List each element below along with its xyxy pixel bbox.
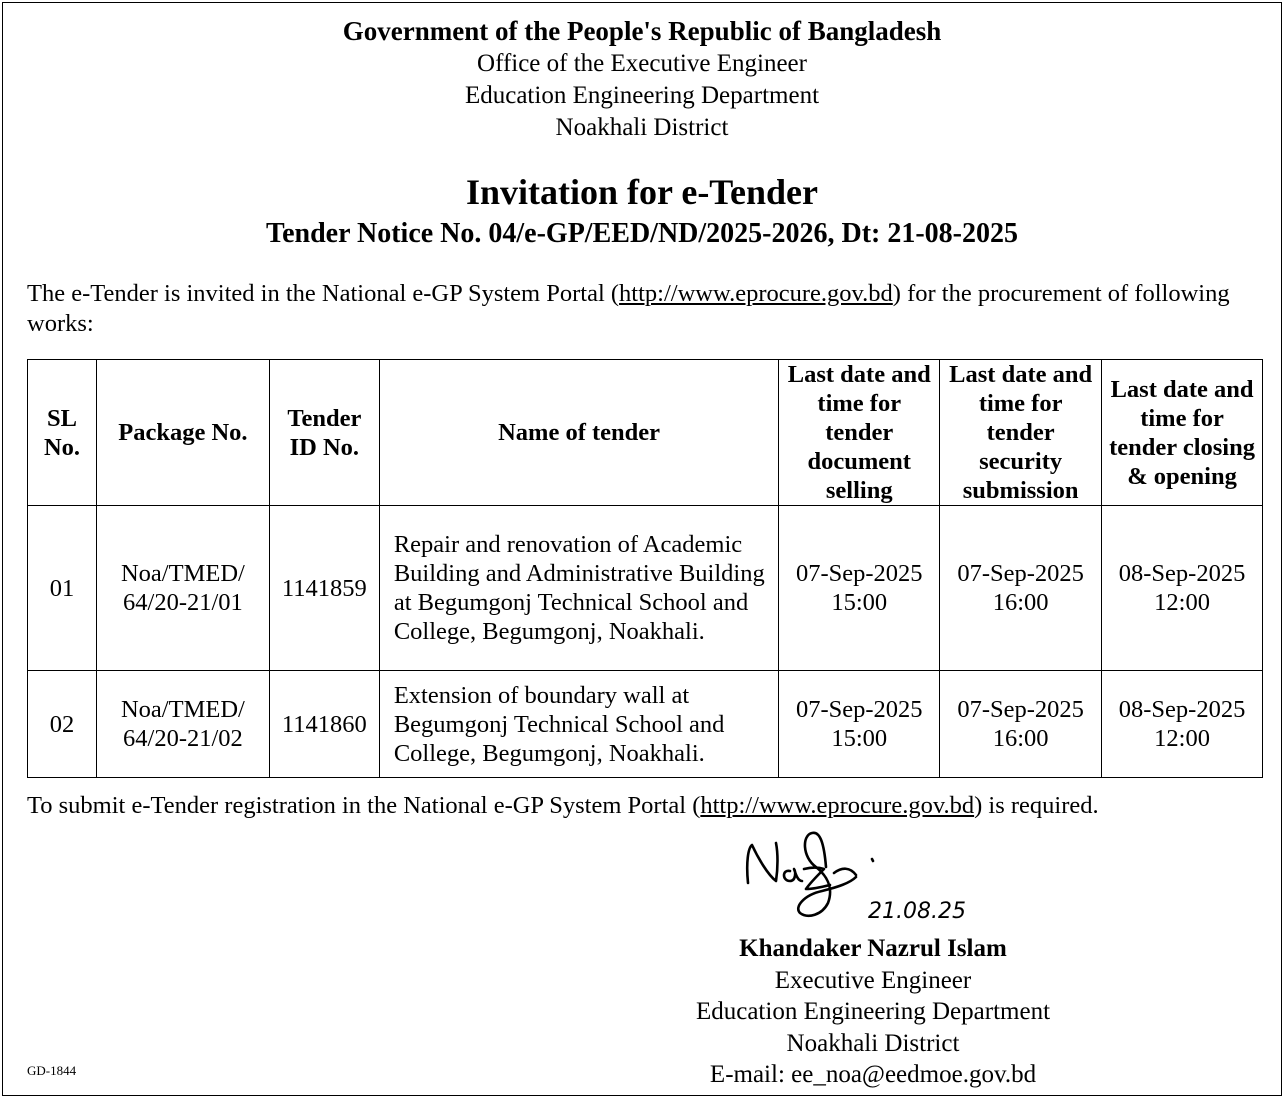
signer-department: Education Engineering Department xyxy=(695,998,1051,1025)
header-tender-id: Tender ID No. xyxy=(269,360,379,506)
cell-closing xyxy=(1102,506,1263,671)
district-line: Noakhali District xyxy=(555,114,729,141)
notice-number: Tender Notice No. 04/e-GP/EED/ND/2025-2026, Dt: 21-08-2025 xyxy=(265,218,1019,249)
closing-date: 08-Sep-2025 xyxy=(1118,560,1246,587)
signer-name: Khandaker Nazrul Islam xyxy=(739,935,1007,962)
security-time: 16:00 xyxy=(992,725,1049,752)
cell-tender-id: 1141860 xyxy=(269,671,379,778)
office-line: Office of the Executive Engineer xyxy=(477,50,807,77)
intro-text-end: ) for the procurement of following works: xyxy=(27,280,1230,337)
cell-selling xyxy=(779,671,940,778)
closing-time: 12:00 xyxy=(1154,725,1210,752)
header-sl: SL No. xyxy=(28,360,97,506)
department-line: Education Engineering Department xyxy=(464,82,820,109)
signer-district: Noakhali District xyxy=(786,1029,960,1057)
selling-date: 07-Sep-2025 xyxy=(795,696,923,723)
table-header-row xyxy=(28,360,1263,506)
closing-time: 12:00 xyxy=(1154,589,1210,616)
security-time: 16:00 xyxy=(992,589,1049,616)
cell-selling xyxy=(779,506,940,671)
header-security: Last date and time for tender security submission xyxy=(940,360,1102,506)
tender-notice-page xyxy=(2,2,1282,1096)
cell-package: Noa/TMED/ 64/20-21/02 xyxy=(96,671,269,778)
selling-time: 15:00 xyxy=(831,589,888,616)
selling-date: 07-Sep-2025 xyxy=(795,560,923,587)
security-date: 07-Sep-2025 xyxy=(957,560,1084,587)
cell-closing xyxy=(1102,671,1263,778)
security-date: 07-Sep-2025 xyxy=(957,696,1084,723)
table-row xyxy=(28,506,1263,671)
intro-text-start: The e-Tender is invited in the National e-GP System Portal ( xyxy=(27,280,620,307)
header-selling: Last date and time for tender document selling xyxy=(779,360,940,506)
eprocure-link-footer[interactable]: http://www.eprocure.gov.bd xyxy=(700,792,975,819)
header-closing: Last date and time for tender closing & opening xyxy=(1102,360,1263,506)
table-row xyxy=(28,671,1263,778)
cell-name: Extension of boundary wall at Begumgonj Technical School and College, Begumgonj, Noakhali. xyxy=(379,671,778,778)
header-package: Package No. xyxy=(96,360,269,506)
cell-sl: 01 xyxy=(28,506,97,671)
signer-email[interactable]: E-mail: ee_noa@eedmoe.gov.bd xyxy=(709,1061,1037,1088)
intro-paragraph xyxy=(27,279,1263,339)
government-heading: Government of the People's Republic of Bangladesh xyxy=(342,16,942,46)
cell-security xyxy=(940,671,1102,778)
closing-date: 08-Sep-2025 xyxy=(1118,696,1246,723)
selling-time: 15:00 xyxy=(831,725,888,752)
tender-table xyxy=(27,359,1263,778)
cell-name: Repair and renovation of Academic Building and Administrative Building at Begumgonj Technical School and College, Begumgonj, Noakhali. xyxy=(379,506,778,671)
cell-package: Noa/TMED/ 64/20-21/01 xyxy=(96,506,269,671)
note-text-start: To submit e-Tender registration in the National e-GP System Portal ( xyxy=(27,792,701,819)
note-text-end: ) is required. xyxy=(974,792,1099,819)
header-name: Name of tender xyxy=(379,360,778,506)
handwritten-signature xyxy=(738,823,998,933)
registration-note xyxy=(27,791,1267,821)
cell-sl: 02 xyxy=(28,671,97,778)
signer-block xyxy=(643,933,1103,1091)
document-code: GD-1844 xyxy=(27,1063,77,1078)
signature-date: 21.08.25 xyxy=(868,899,966,924)
eprocure-link[interactable]: http://www.eprocure.gov.bd xyxy=(619,280,893,307)
signer-designation: Executive Engineer xyxy=(774,966,972,994)
cell-security xyxy=(940,506,1102,671)
page-title: Invitation for e-Tender xyxy=(465,172,818,212)
cell-tender-id: 1141859 xyxy=(269,506,379,671)
